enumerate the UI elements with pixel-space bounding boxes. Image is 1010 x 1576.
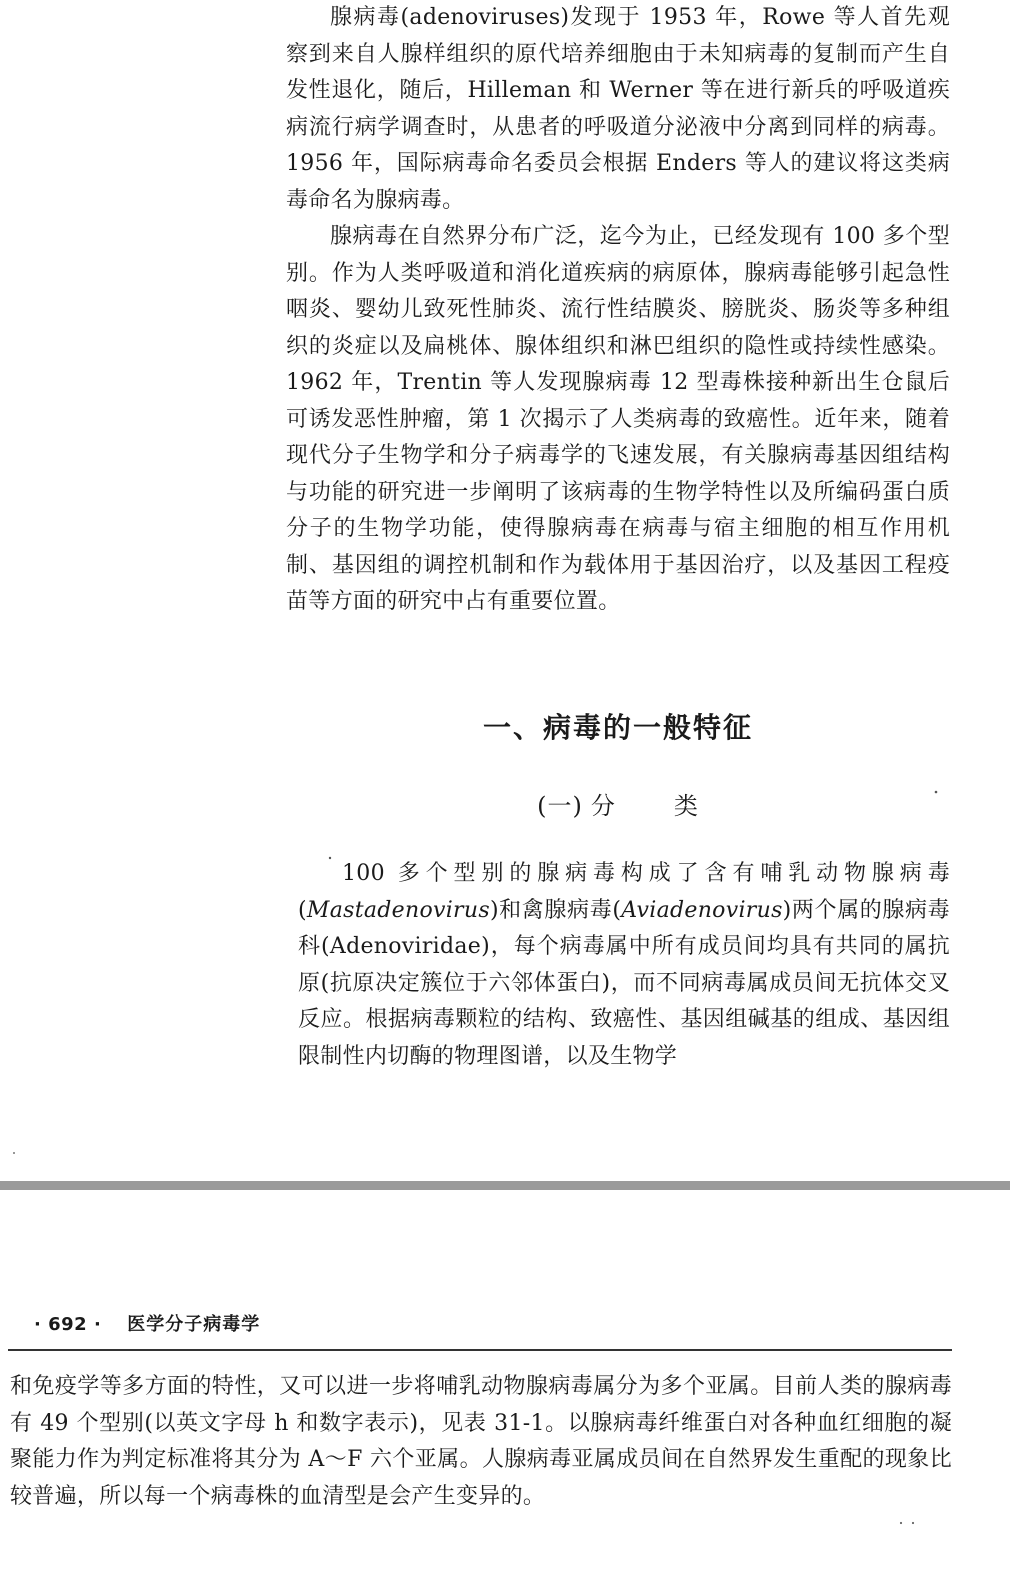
lower-text-block: [10, 1369, 952, 1515]
sub-heading-char-1: 分: [590, 792, 616, 820]
paragraph-classification: [298, 856, 950, 1075]
classification-text-1: 100 多个型别的腺病毒构成了含有哺乳动物腺病毒(: [298, 861, 950, 923]
upper-text-block: [286, 0, 950, 621]
classification-text-3: )两个属的腺病毒科(Adenoviridae)，每个病毒属中所有成员间均具有共同的属抗原(抗原决定簇位于六邻体蛋白)，而不同病毒属成员间无抗体交叉反应。根据病毒颗粒的结构、致癌性、基因组碱基的组成、基因组限制性内切酶的物理图谱，以及生物学: [298, 897, 950, 1069]
sub-heading-char-2: 类: [673, 792, 699, 820]
header-rule: [8, 1349, 952, 1351]
paragraph-adenovirus-discovery: 腺病毒(adenoviruses)发现于 1953 年，Rowe 等人首先观察到来自人腺样组织的原代培养细胞由于未知病毒的复制而产生自发性退化，随后，Hilleman 和 Werner 等在进行新兵的呼吸道疾病流行病学调查时，从患者的呼吸道分泌液中分离到同样的病毒。1956 年，国际病毒命名委员会根据 Enders 等人的建议将这类病毒命名为腺病毒。: [286, 5, 950, 213]
running-head: [34, 1310, 260, 1340]
classification-text-block: [298, 856, 950, 1075]
sub-heading-number: (一): [537, 792, 583, 820]
page-divider: [0, 1181, 1010, 1190]
sub-heading-classification: [286, 786, 950, 821]
speck-dot: [900, 1522, 902, 1524]
section-heading: 一、病毒的一般特征: [482, 711, 753, 744]
paragraph-adenovirus-distribution: 腺病毒在自然界分布广泛，迄今为止，已经发现有 100 多个型别。作为人类呼吸道和消化道疾病的病原体，腺病毒能够引起急性咽炎、婴幼儿致死性肺炎、流行性结膜炎、膀胱炎、肠炎等多种组织的炎症以及扁桃体、腺体组织和淋巴组织的隐性或持续性感染。1962 年，Trentin 等人发现腺病毒 12 型毒株接种新出生仓鼠后可诱发恶性肿瘤，第 1 次揭示了人类病毒的致癌性。近年来，随着现代分子生物学和分子病毒学的飞速发展，有关腺病毒基因组结构与功能的研究进一步阐明了该病毒的生物学特性以及所编码蛋白质分子的生物学功能，使得腺病毒在病毒与宿主细胞的相互作用机制、基因组的调控机制和作为载体用于基因治疗，以及基因工程疫苗等方面的研究中占有重要位置。: [286, 224, 950, 614]
speck-dot: [13, 1152, 15, 1154]
paragraph-subgenera: 和免疫学等多方面的特性，又可以进一步将哺乳动物腺病毒属分为多个亚属。目前人类的腺病毒有 49 个型别(以英文字母 h 和数字表示)，见表 31-1。以腺病毒纤维蛋白对各种血红细胞的凝聚能力作为判定标准将其分为 A～F 六个亚属。人腺病毒亚属成员间在自然界发生重配的现象比较普遍，所以每一个病毒株的血清型是会产生变异的。: [10, 1374, 952, 1509]
classification-text-2: )和禽腺病毒(: [489, 897, 622, 923]
book-title: 医学分子病毒学: [127, 1314, 261, 1335]
genus-mastadenovirus: Mastadenovirus: [306, 897, 490, 923]
genus-aviadenovirus: Aviadenovirus: [621, 897, 783, 923]
speck-dot: [912, 1522, 914, 1524]
page-number: · 692 ·: [34, 1314, 102, 1335]
